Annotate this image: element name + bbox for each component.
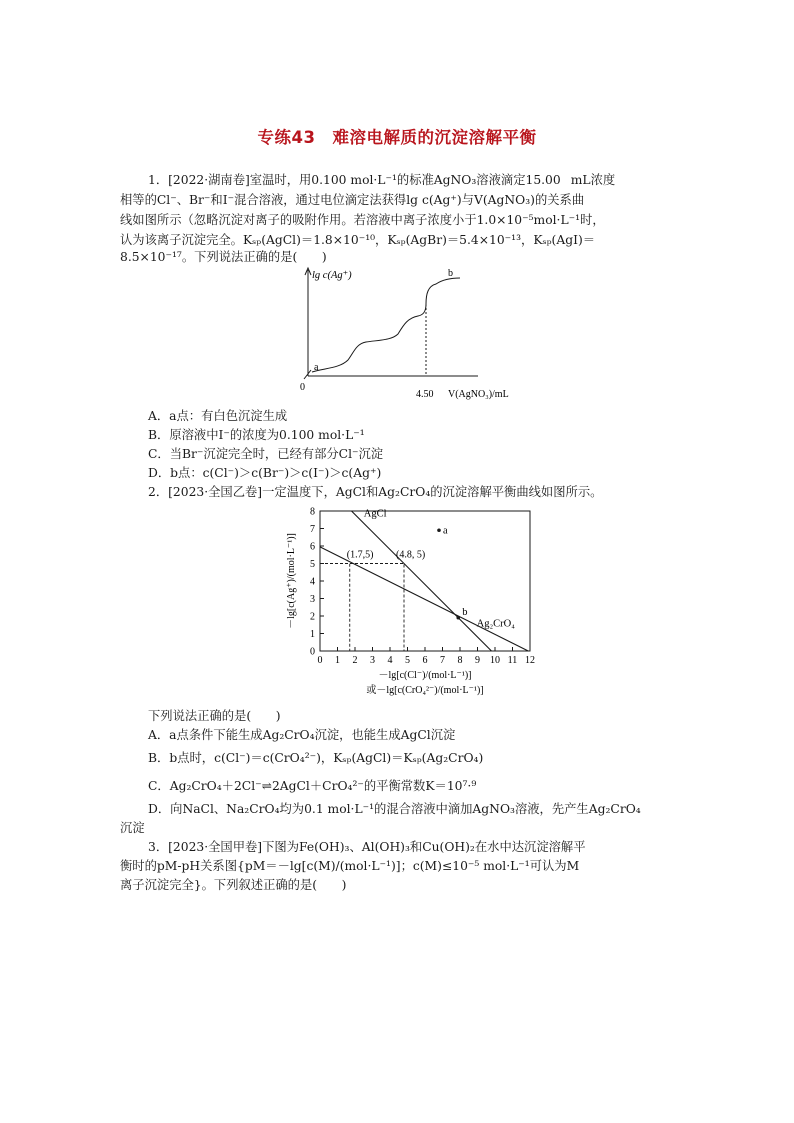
x-tick-label: 7 <box>440 655 445 666</box>
annotation-label: (1.7,5) <box>346 549 374 561</box>
x-tick-label: 0 <box>317 655 323 666</box>
q1-line-2: 相等的Cl⁻、Br⁻和I⁻混合溶液，通过电位滴定法获得lg c(Ag⁺)与V(AgNO₃)的关系曲 <box>120 193 585 207</box>
q2-stem: 2．[2023·全国乙卷]一定温度下，AgCl和Ag₂CrO₄的沉淀溶解平衡曲线如图所示。 <box>148 485 603 499</box>
x-tick-label: 1 <box>335 655 340 666</box>
q3-line-2: 衡时的pM-pH关系图{pM＝－lg[c(M)/(mol·L⁻¹)]；c(M)≤10⁻⁵ mol·L⁻¹可认为M <box>120 859 580 873</box>
annotation-label: (4.8, 5) <box>396 549 426 561</box>
q1-option-c: C．当Br⁻沉淀完全时，已经有部分Cl⁻沉淀 <box>148 447 384 461</box>
guide-dash-line <box>320 564 350 652</box>
y-tick-label: 0 <box>310 646 315 658</box>
guide-dash-line <box>320 564 404 652</box>
q2-option-a: A．a点条件下能生成Ag₂CrO₄沉淀，也能生成AgCl沉淀 <box>148 728 456 742</box>
plot-frame <box>320 511 530 651</box>
q1-option-d: D．b点：c(Cl⁻)＞c(Br⁻)＞c(I⁻)＞c(Ag⁺) <box>148 466 382 480</box>
y-tick-label: 3 <box>310 594 315 605</box>
y-tick-label: 6 <box>310 541 315 553</box>
x-axis-label: V(AgNO₃)/mL <box>448 389 509 400</box>
q1-option-b: B．原溶液中I⁻的浓度为0.100 mol·L⁻¹ <box>148 428 365 442</box>
origin-label: 0 <box>300 382 305 393</box>
q1-line-5: 8.5×10⁻¹⁷。下列说法正确的是( ) <box>120 250 327 264</box>
q1-option-a: A．a点：有白色沉淀生成 <box>148 409 288 423</box>
x-axis-label: －lg[c(Cl⁻)/(mol·L⁻¹)] <box>378 670 472 681</box>
titration-curve-figure <box>290 264 530 406</box>
q1-line-3: 线如图所示（忽略沉淀对离子的吸附作用。若溶液中离子浓度小于1.0×10⁻⁵mol·L⁻¹时， <box>120 213 605 227</box>
x-tick-label: 5 <box>405 655 410 666</box>
q1-line-1: 1．[2022·湖南卷]室温时，用0.100 mol·L⁻¹的标准AgNO₃溶液滴定15.00 mL浓度 <box>148 173 616 187</box>
page-title: 专练43 难溶电解质的沉淀溶解平衡 <box>257 128 537 147</box>
x-axis-label-alt: 或－lg[c(CrO₄²⁻)/(mol·L⁻¹)] <box>366 685 484 696</box>
y-tick-label: 4 <box>310 576 315 588</box>
series-line-agcl <box>320 500 492 651</box>
x-tick-label: 2 <box>352 655 358 666</box>
solubility-chart <box>280 500 550 700</box>
x-tick-label: 8 <box>457 655 463 666</box>
series-label-ag2cro4: Ag₂CrO₄ <box>476 618 515 630</box>
q3-line-1: 3．[2023·全国甲卷]下图为Fe(OH)₃、Al(OH)₃和Cu(OH)₂在水中达沉淀溶解平 <box>148 840 586 854</box>
point-a-label: a <box>443 525 448 537</box>
x-tick-label: 3 <box>370 655 375 666</box>
q2-option-d-cont: 沉淀 <box>120 821 145 835</box>
q3-line-3: 离子沉淀完全}。下列叙述正确的是( ) <box>120 878 347 892</box>
x-tick-label: 12 <box>525 655 535 666</box>
x-tick-label: 11 <box>507 655 518 666</box>
y-axis-label: lg c(Ag⁺) <box>312 270 352 281</box>
series-line-ag2cro4 <box>320 547 528 651</box>
titration-curve <box>312 278 460 372</box>
x-tick-label: 4 <box>387 655 393 666</box>
point-b-label: b <box>448 268 453 279</box>
point-a-marker <box>437 528 441 532</box>
point-b-label: b <box>462 606 468 618</box>
x-tick-label: 6 <box>422 655 428 666</box>
q2-option-b: B．b点时，c(Cl⁻)＝c(CrO₄²⁻)，Kₛₚ(AgCl)＝Kₛₚ(Ag₂CrO₄) <box>148 751 484 765</box>
point-b-marker <box>456 616 460 620</box>
y-tick-label: 7 <box>310 524 315 535</box>
series-label-agcl: AgCl <box>363 508 387 520</box>
y-tick-label: 8 <box>310 506 315 518</box>
y-axis-label: －lg[c(Ag⁺)/(mol·L⁻¹)] <box>286 533 297 629</box>
y-tick-label: 5 <box>310 559 315 570</box>
x-tick-label: 9 <box>475 655 480 666</box>
y-tick-label: 1 <box>310 629 315 640</box>
q1-line-4: 认为该离子沉淀完全。Kₛₚ(AgCl)＝1.8×10⁻¹⁰，Kₛₚ(AgBr)＝5.4×10⁻¹³，Kₛₚ(AgI)＝ <box>120 233 596 247</box>
x-tick-label: 10 <box>490 655 500 666</box>
y-tick-label: 2 <box>310 611 315 623</box>
x-tick-label: 4.50 <box>416 389 434 400</box>
q2-option-c: C．Ag₂CrO₄＋2Cl⁻⇌2AgCl＋CrO₄²⁻的平衡常数K＝10⁷·⁹ <box>148 779 477 793</box>
point-a-label: a <box>314 362 319 373</box>
q2-option-d: D．向NaCl、Na₂CrO₄均为0.1 mol·L⁻¹的混合溶液中滴加AgNO₃溶液，先产生Ag₂CrO₄ <box>148 802 641 816</box>
q2-question: 下列说法正确的是( ) <box>148 709 281 723</box>
